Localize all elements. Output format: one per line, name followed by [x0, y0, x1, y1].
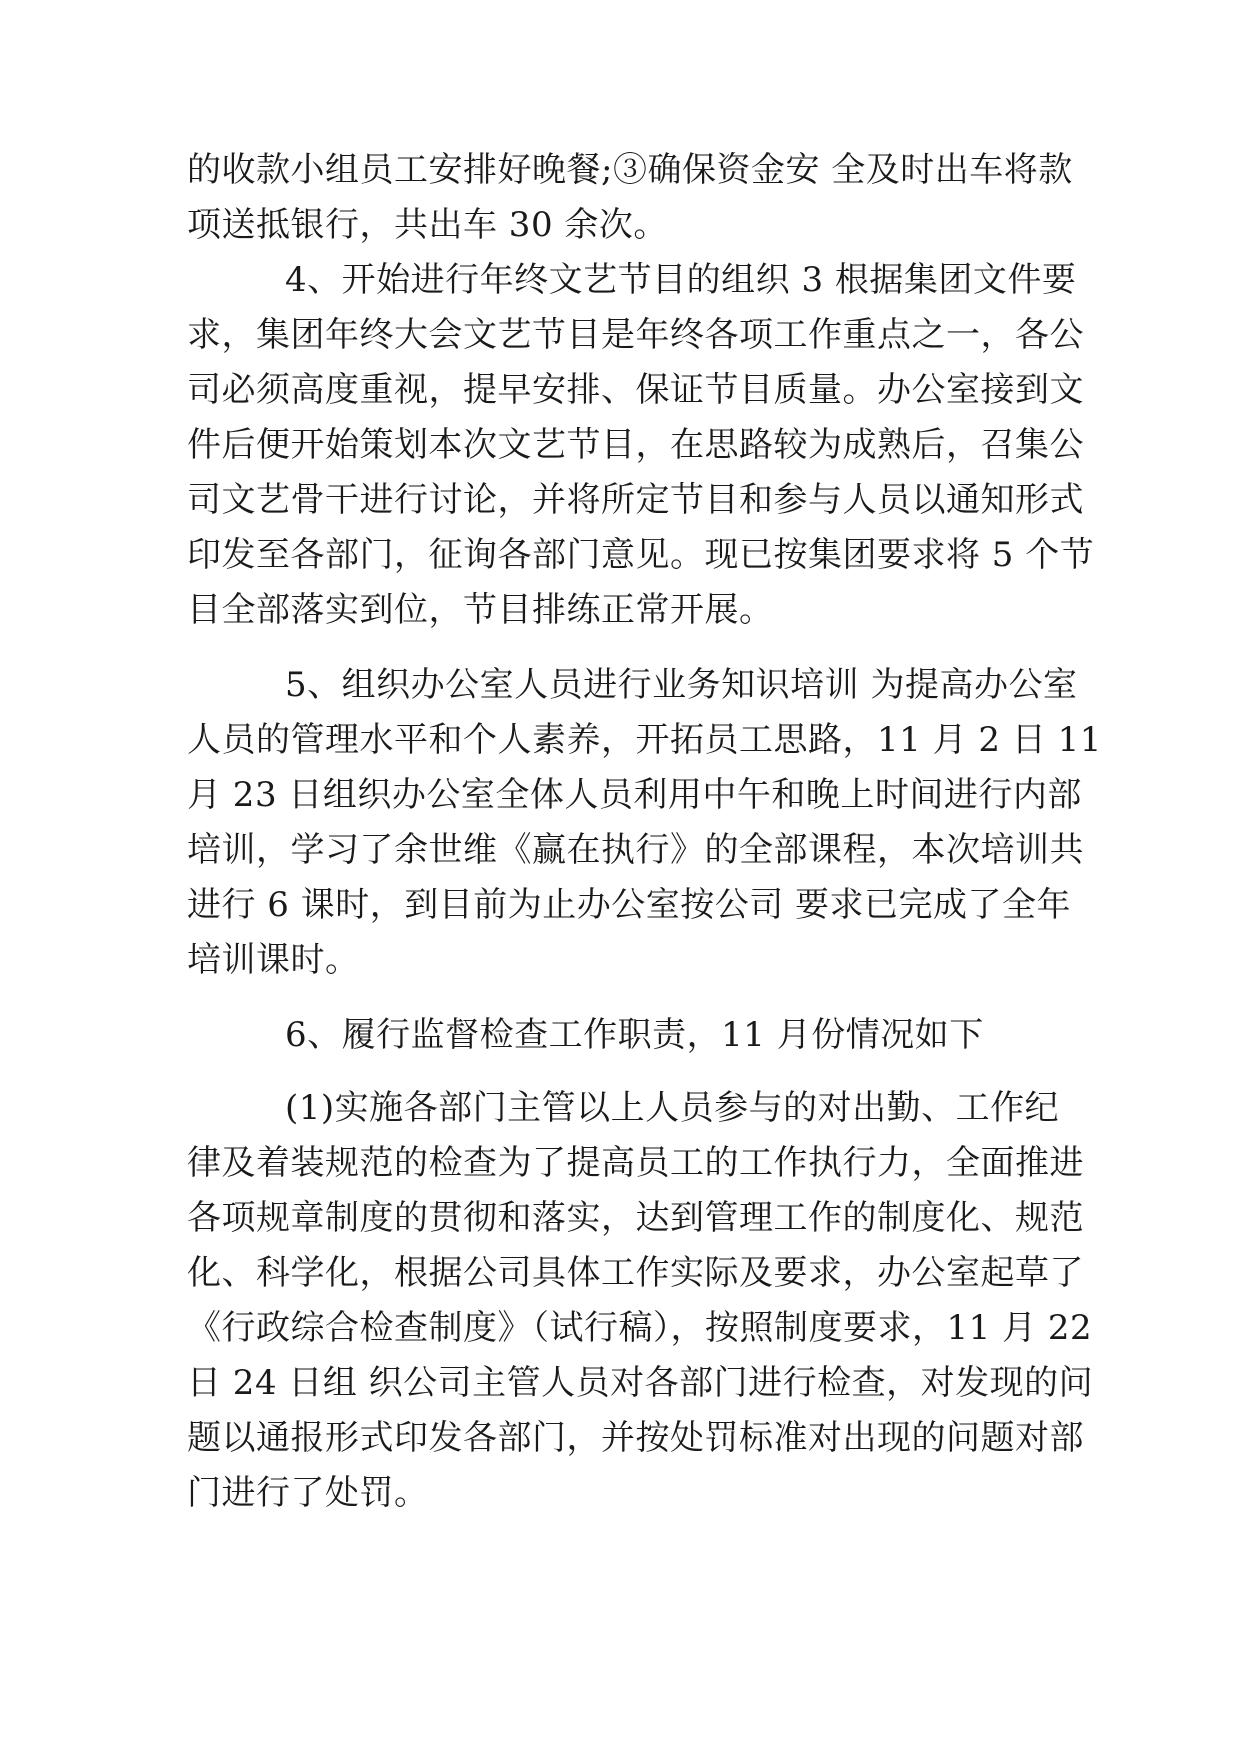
text-line: 化、科学化，根据公司具体工作实际及要求，办公室起草了 [187, 1253, 1084, 1293]
text-line: 各项规章制度的贯彻和落实，达到管理工作的制度化、规范 [187, 1198, 1084, 1238]
text-line: 培训课时。 [187, 940, 360, 980]
text-line: 门进行了处罚。 [187, 1473, 429, 1513]
text-line: 印发至各部门，征询各部门意见。现已按集团要求将 5 个节 [187, 535, 1095, 575]
text-line: 人员的管理水平和个人素养，开拓员工思路，11 月 2 日 11 [187, 720, 1102, 760]
paragraph-6-start: 6、履行监督检查工作职责，11 月份情况如下 [285, 1015, 984, 1055]
text-line: 《行政综合检查制度》（试行稿），按照制度要求，11 月 22 [187, 1308, 1093, 1348]
paragraph-4-start: 4、开始进行年终文艺节目的组织 3 根据集团文件要 [285, 260, 1077, 300]
text-line: 月 23 日组织办公室全体人员利用中午和晚上时间进行内部 [187, 775, 1082, 815]
text-line: 培训，学习了余世维《赢在执行》的全部课程，本次培训共 [187, 830, 1084, 870]
text-line: 件后便开始策划本次文艺节目，在思路较为成熟后，召集公 [187, 425, 1084, 465]
sub-item-1-start: (1)实施各部门主管以上人员参与的对出勤、工作纪 [285, 1088, 1060, 1128]
text-line: 进行 6 课时，到目前为止办公室按公司 要求已完成了全年 [187, 885, 1072, 925]
text-line: 求，集团年终大会文艺节目是年终各项工作重点之一，各公 [187, 315, 1084, 355]
text-line: 律及着装规范的检查为了提高员工的工作执行力，全面推进 [187, 1143, 1084, 1183]
text-line: 题以通报形式印发各部门，并按处罚标准对出现的问题对部 [187, 1418, 1084, 1458]
paragraph-5-start: 5、组织办公室人员进行业务知识培训 为提高办公室 [285, 665, 1078, 705]
text-line: 的收款小组员工安排好晚餐;③确保资金安 全及时出车将款 [187, 150, 1073, 190]
text-line: 司文艺骨干进行讨论，并将所定节目和参与人员以通知形式 [187, 480, 1084, 520]
text-line: 日 24 日组 织公司主管人员对各部门进行检查，对发现的问 [187, 1363, 1094, 1403]
text-line: 司必须高度重视，提早安排、保证节目质量。办公室接到文 [187, 370, 1084, 410]
text-line: 项送抵银行，共出车 30 余次。 [187, 205, 668, 245]
text-line: 目全部落实到位，节目排练正常开展。 [187, 590, 774, 630]
